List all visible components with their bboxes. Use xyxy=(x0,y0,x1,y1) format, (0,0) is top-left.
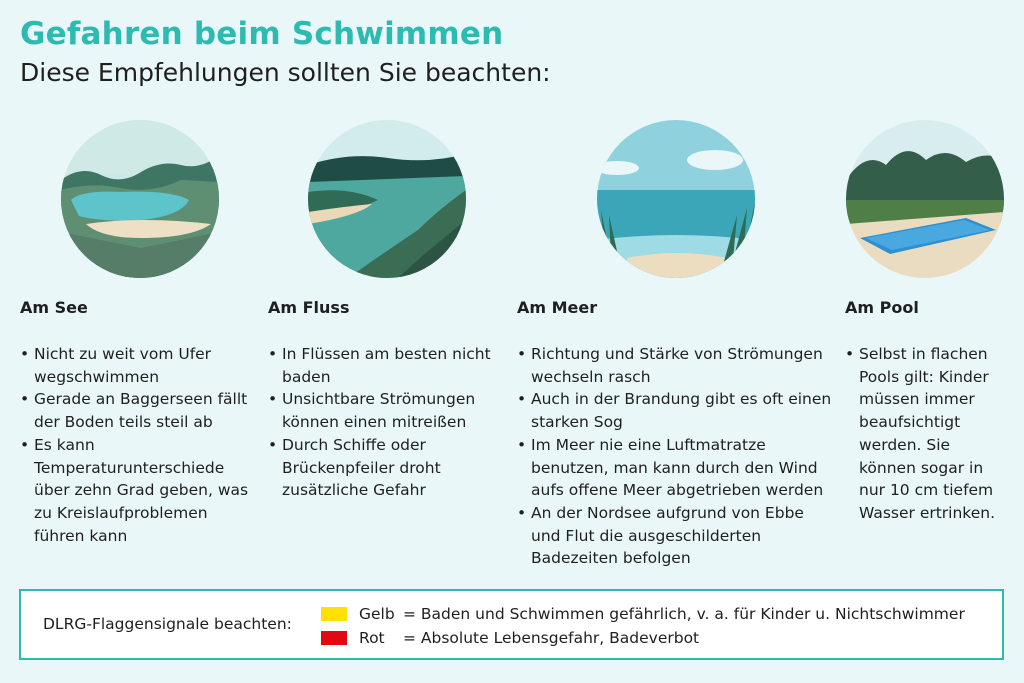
section-heading-meer: Am Meer xyxy=(517,298,598,317)
flag-row-red xyxy=(321,629,699,647)
list-item: • In Flüssen am besten nicht baden xyxy=(268,343,500,388)
tips-list-pool xyxy=(845,343,1005,525)
tips-list-meer xyxy=(517,343,837,570)
lake-illustration xyxy=(61,120,219,278)
tips-list-see xyxy=(20,343,252,547)
section-heading-see: Am See xyxy=(20,298,88,317)
pool-illustration xyxy=(846,120,1004,278)
yellow-flag-icon xyxy=(321,607,347,621)
list-item: • Durch Schiffe oder Brückenpfeiler droht zusätzliche Gefahr xyxy=(268,434,500,502)
section-heading-fluss: Am Fluss xyxy=(268,298,350,317)
list-item: • An der Nordsee aufgrund von Ebbe und Flut die ausgeschilderten Badezeiten befolgen xyxy=(517,502,837,570)
flag-signals-legend xyxy=(19,589,1004,660)
list-item: • Es kann Temperaturunterschiede über zehn Grad geben, was zu Kreislaufproblemen führen kann xyxy=(20,434,252,548)
sea-illustration xyxy=(597,120,755,278)
list-item: • Richtung und Stärke von Strömungen wechseln rasch xyxy=(517,343,837,388)
tips-list-fluss xyxy=(268,343,500,502)
flag-description: = Absolute Lebensgefahr, Badeverbot xyxy=(403,629,700,647)
section-heading-pool: Am Pool xyxy=(845,298,919,317)
page-title: Gefahren beim Schwimmen xyxy=(20,16,504,52)
list-item: • Unsichtbare Strömungen können einen mitreißen xyxy=(268,388,500,433)
river-illustration xyxy=(308,120,466,278)
flag-row-yellow xyxy=(321,605,965,623)
red-flag-icon xyxy=(321,631,347,645)
list-item: • Nicht zu weit vom Ufer wegschwimmen xyxy=(20,343,252,388)
list-item: • Auch in der Brandung gibt es oft einen starken Sog xyxy=(517,388,837,433)
flag-description: = Baden und Schwimmen gefährlich, v. a. für Kinder u. Nichtschwimmer xyxy=(403,605,965,623)
list-item: • Selbst in flachen Pools gilt: Kinder müssen immer beaufsichtigt werden. Sie können sogar in nur 10 cm tiefem Wasser ertrinken. xyxy=(845,343,1005,525)
flag-name: Gelb xyxy=(359,605,395,623)
page-subtitle: Diese Empfehlungen sollten Sie beachten: xyxy=(20,58,551,87)
flag-name: Rot xyxy=(359,629,385,647)
list-item: • Gerade an Baggerseen fällt der Boden teils steil ab xyxy=(20,388,252,433)
list-item: • Im Meer nie eine Luftmatratze benutzen, man kann durch den Wind aufs offene Meer abgetrieben werden xyxy=(517,434,837,502)
legend-label: DLRG-Flaggensignale beachten: xyxy=(43,615,292,633)
